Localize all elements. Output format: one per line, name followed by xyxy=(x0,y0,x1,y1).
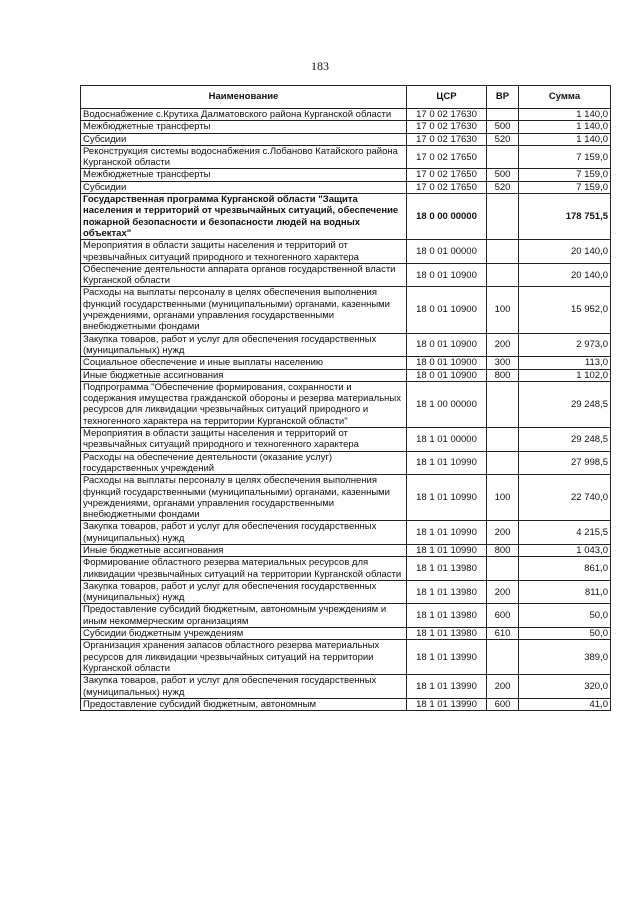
row-csr: 18 1 01 13980 xyxy=(407,557,487,581)
row-name: Формирование областного резерва материальных ресурсов для ликвидации чрезвычайных ситуаций на территории Курганской области xyxy=(81,557,407,581)
table-row xyxy=(81,369,611,381)
row-name: Иные бюджетные ассигнования xyxy=(81,369,407,381)
row-sum: 29 248,5 xyxy=(519,428,611,452)
row-name: Реконструкция системы водоснабжения с.Лобаново Катайского района Курганской области xyxy=(81,145,407,169)
row-vr xyxy=(487,145,519,169)
table-header-row xyxy=(81,86,611,109)
row-name: Мероприятия в области защиты населения и территорий от чрезвычайных ситуаций природного и техногенного характера xyxy=(81,428,407,452)
row-csr: 18 1 01 00000 xyxy=(407,428,487,452)
row-csr: 18 1 01 10990 xyxy=(407,544,487,556)
row-csr: 17 0 02 17630 xyxy=(407,133,487,145)
row-sum: 7 159,0 xyxy=(519,181,611,193)
row-name: Субсидии xyxy=(81,133,407,145)
row-csr: 18 0 00 00000 xyxy=(407,194,487,240)
row-vr: 500 xyxy=(487,169,519,181)
table-row xyxy=(81,604,611,628)
row-sum: 27 998,5 xyxy=(519,451,611,475)
table-row xyxy=(81,521,611,545)
row-csr: 18 1 01 13980 xyxy=(407,604,487,628)
table-row xyxy=(81,628,611,640)
row-vr: 800 xyxy=(487,369,519,381)
row-name: Подпрограмма "Обеспечение формирования, сохранности и содержания имущества гражданской обороны и резерва материальных ресурсов для ликвидации чрезвычайных ситуаций природного и техногенного характера на территории Курганской области" xyxy=(81,381,407,427)
row-name: Предоставление субсидий бюджетным, автономным xyxy=(81,698,407,710)
table-row xyxy=(81,109,611,121)
table-row xyxy=(81,263,611,287)
row-csr: 18 1 01 13980 xyxy=(407,628,487,640)
row-csr: 18 1 01 10990 xyxy=(407,475,487,521)
table-row xyxy=(81,357,611,369)
table-row xyxy=(81,428,611,452)
table-row xyxy=(81,544,611,556)
table-row xyxy=(81,475,611,521)
row-csr: 18 1 01 13990 xyxy=(407,675,487,699)
table-row xyxy=(81,194,611,240)
row-vr: 610 xyxy=(487,628,519,640)
row-name: Закупка товаров, работ и услуг для обеспечения государственных (муниципальных) нужд xyxy=(81,580,407,604)
row-name: Закупка товаров, работ и услуг для обеспечения государственных (муниципальных) нужд xyxy=(81,521,407,545)
table-row xyxy=(81,698,611,710)
row-csr: 18 1 01 13990 xyxy=(407,640,487,675)
table-row xyxy=(81,580,611,604)
row-csr: 17 0 02 17630 xyxy=(407,109,487,121)
row-vr: 520 xyxy=(487,181,519,193)
row-sum: 15 952,0 xyxy=(519,287,611,333)
row-name: Межбюджетные трансферты xyxy=(81,169,407,181)
row-vr: 200 xyxy=(487,333,519,357)
row-sum: 1 140,0 xyxy=(519,121,611,133)
row-vr: 200 xyxy=(487,580,519,604)
table-row xyxy=(81,557,611,581)
row-vr xyxy=(487,381,519,427)
row-sum: 50,0 xyxy=(519,604,611,628)
row-name: Субсидии бюджетным учреждениям xyxy=(81,628,407,640)
row-sum: 7 159,0 xyxy=(519,169,611,181)
row-vr xyxy=(487,263,519,287)
row-sum: 1 102,0 xyxy=(519,369,611,381)
row-vr: 600 xyxy=(487,604,519,628)
row-csr: 17 0 02 17650 xyxy=(407,181,487,193)
row-vr: 200 xyxy=(487,521,519,545)
row-csr: 18 0 01 10900 xyxy=(407,357,487,369)
table-row xyxy=(81,133,611,145)
row-csr: 17 0 02 17650 xyxy=(407,169,487,181)
row-vr: 200 xyxy=(487,675,519,699)
budget-table xyxy=(80,85,611,711)
row-vr: 600 xyxy=(487,698,519,710)
row-name: Расходы на выплаты персоналу в целях обеспечения выполнения функций государственными (муниципальными) органами, казенными учреждениями, органами управления государственными внебюджетными фондами xyxy=(81,475,407,521)
row-vr xyxy=(487,640,519,675)
row-name: Предоставление субсидий бюджетным, автономным учреждениям и иным некоммерческим организациям xyxy=(81,604,407,628)
row-sum: 389,0 xyxy=(519,640,611,675)
row-vr: 520 xyxy=(487,133,519,145)
row-name: Расходы на обеспечение деятельности (оказание услуг) государственных учреждений xyxy=(81,451,407,475)
table-row xyxy=(81,333,611,357)
row-vr xyxy=(487,428,519,452)
row-csr: 18 1 01 13980 xyxy=(407,580,487,604)
table-row xyxy=(81,451,611,475)
table-body xyxy=(81,109,611,711)
row-vr xyxy=(487,557,519,581)
row-vr xyxy=(487,109,519,121)
row-csr: 18 1 01 10990 xyxy=(407,451,487,475)
row-sum: 1 140,0 xyxy=(519,109,611,121)
row-vr: 500 xyxy=(487,121,519,133)
row-name: Расходы на выплаты персоналу в целях обеспечения выполнения функций государственными (муниципальными) органами, казенными учреждениями, органами управления государственными внебюджетными фондами xyxy=(81,287,407,333)
row-sum: 811,0 xyxy=(519,580,611,604)
row-vr xyxy=(487,194,519,240)
row-name: Закупка товаров, работ и услуг для обеспечения государственных (муниципальных) нужд xyxy=(81,675,407,699)
table-row xyxy=(81,181,611,193)
row-vr xyxy=(487,451,519,475)
table-row xyxy=(81,169,611,181)
row-sum: 20 140,0 xyxy=(519,240,611,264)
row-sum: 1 140,0 xyxy=(519,133,611,145)
row-sum: 41,0 xyxy=(519,698,611,710)
row-name: Обеспечение деятельности аппарата органов государственной власти Курганской области xyxy=(81,263,407,287)
row-sum: 113,0 xyxy=(519,357,611,369)
row-csr: 18 1 01 10990 xyxy=(407,521,487,545)
table-row xyxy=(81,640,611,675)
table-row xyxy=(81,287,611,333)
row-name: Мероприятия в области защиты населения и территорий от чрезвычайных ситуаций природного и техногенного характера xyxy=(81,240,407,264)
row-sum: 1 043,0 xyxy=(519,544,611,556)
table-row xyxy=(81,121,611,133)
row-sum: 4 215,5 xyxy=(519,521,611,545)
row-sum: 20 140,0 xyxy=(519,263,611,287)
header-csr: ЦСР xyxy=(407,86,487,109)
table-row xyxy=(81,381,611,427)
row-csr: 17 0 02 17630 xyxy=(407,121,487,133)
row-sum: 22 740,0 xyxy=(519,475,611,521)
row-csr: 18 0 01 10900 xyxy=(407,333,487,357)
row-csr: 18 0 01 10900 xyxy=(407,369,487,381)
page-number: 183 xyxy=(311,59,329,73)
row-name: Организация хранения запасов областного резерва материальных ресурсов для ликвидации чрезвычайных ситуаций на территории Курганской области xyxy=(81,640,407,675)
row-vr: 100 xyxy=(487,475,519,521)
row-sum: 320,0 xyxy=(519,675,611,699)
row-sum: 7 159,0 xyxy=(519,145,611,169)
table-row xyxy=(81,145,611,169)
row-csr: 18 1 01 13990 xyxy=(407,698,487,710)
row-name: Закупка товаров, работ и услуг для обеспечения государственных (муниципальных) нужд xyxy=(81,333,407,357)
row-name: Межбюджетные трансферты xyxy=(81,121,407,133)
row-name: Социальное обеспечение и иные выплаты населению xyxy=(81,357,407,369)
row-name: Водоснабжение с.Крутиха Далматовского района Курганской области xyxy=(81,109,407,121)
header-vr: ВР xyxy=(487,86,519,109)
row-csr: 18 1 00 00000 xyxy=(407,381,487,427)
row-vr: 800 xyxy=(487,544,519,556)
row-vr: 100 xyxy=(487,287,519,333)
row-name: Иные бюджетные ассигнования xyxy=(81,544,407,556)
row-csr: 17 0 02 17650 xyxy=(407,145,487,169)
row-csr: 18 0 01 00000 xyxy=(407,240,487,264)
row-sum: 2 973,0 xyxy=(519,333,611,357)
row-sum: 50,0 xyxy=(519,628,611,640)
row-sum: 178 751,5 xyxy=(519,194,611,240)
table-row xyxy=(81,240,611,264)
header-sum: Сумма xyxy=(519,86,611,109)
row-vr xyxy=(487,240,519,264)
row-csr: 18 0 01 10900 xyxy=(407,263,487,287)
row-name: Субсидии xyxy=(81,181,407,193)
row-name: Государственная программа Курганской области "Защита населения и территорий от чрезвычайных ситуаций, обеспечение пожарной безопасности и безопасности людей на водных объектах" xyxy=(81,194,407,240)
row-csr: 18 0 01 10900 xyxy=(407,287,487,333)
row-sum: 861,0 xyxy=(519,557,611,581)
header-name: Наименование xyxy=(81,86,407,109)
table-row xyxy=(81,675,611,699)
row-sum: 29 248,5 xyxy=(519,381,611,427)
row-vr: 300 xyxy=(487,357,519,369)
